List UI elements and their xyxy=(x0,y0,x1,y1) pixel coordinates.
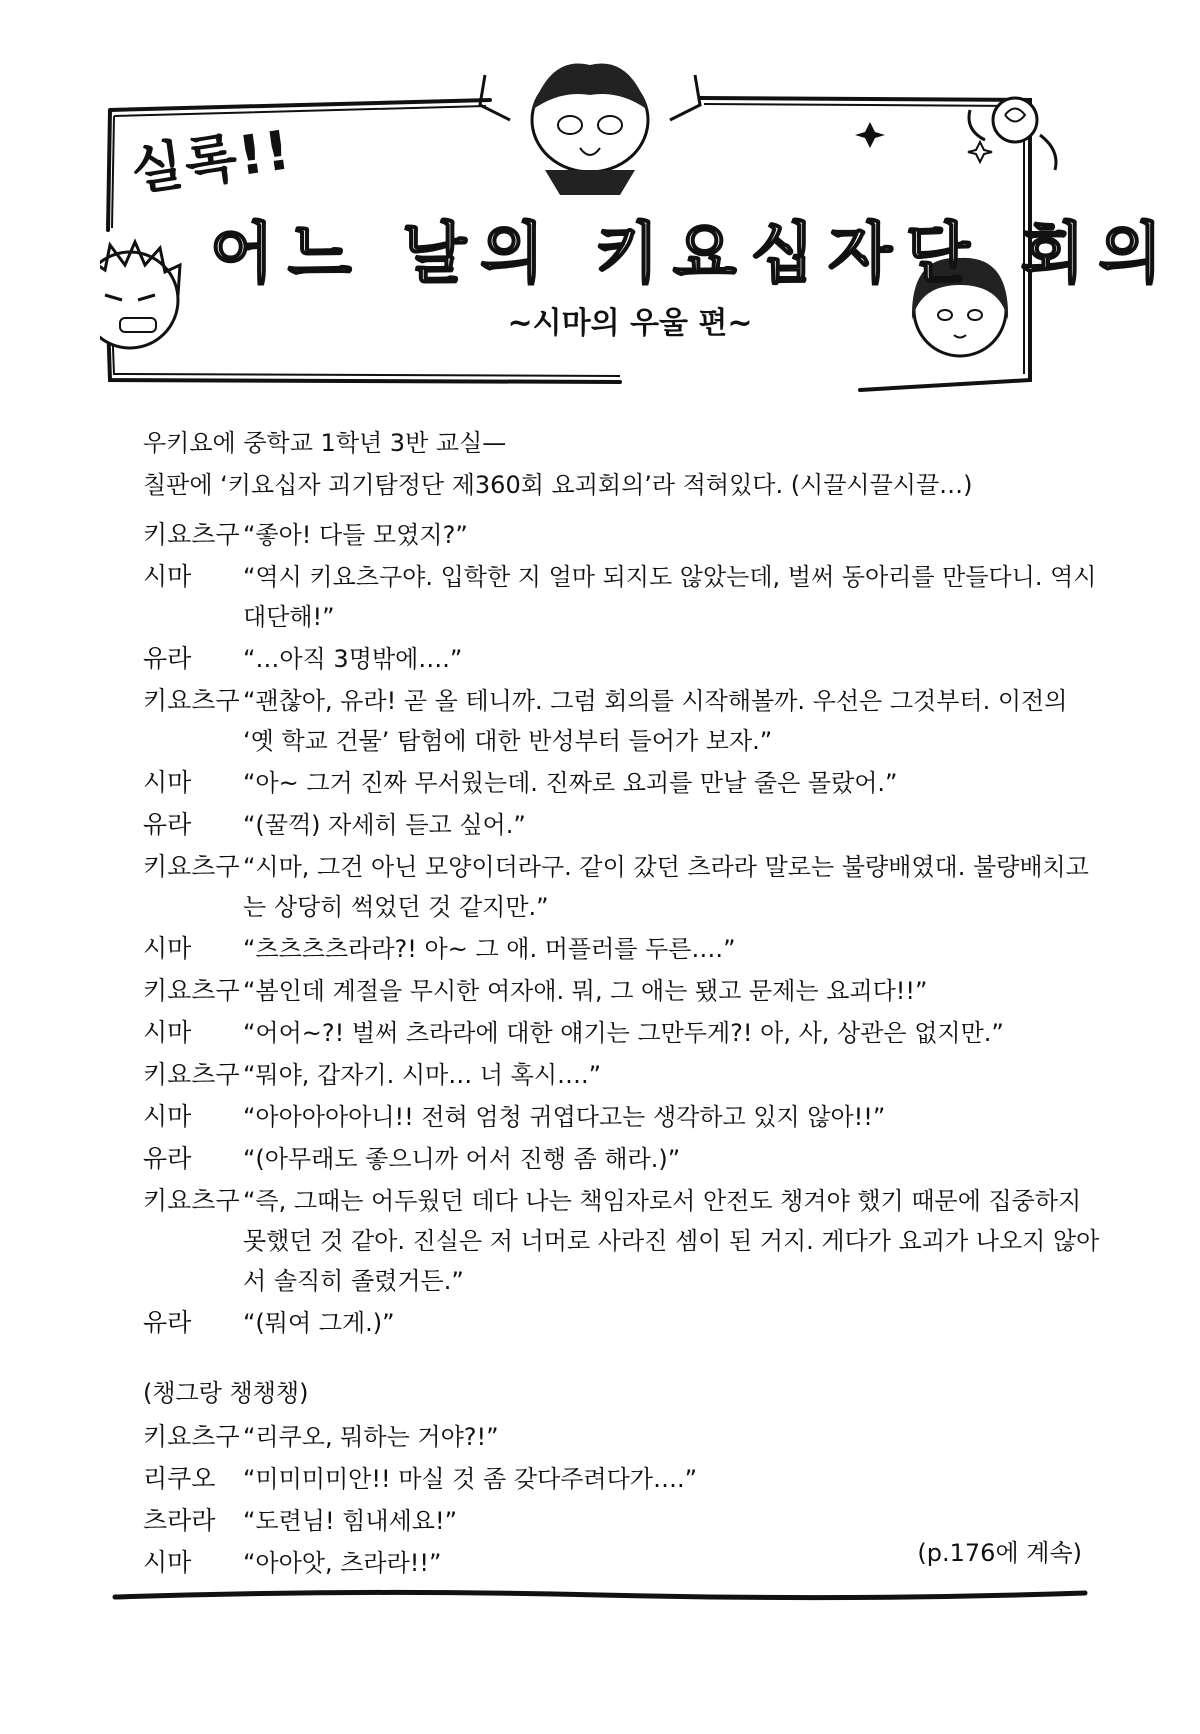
speaker-name: 시마 xyxy=(143,768,192,797)
character-left-drawing xyxy=(100,242,180,348)
dialogue-line xyxy=(143,1303,1103,1343)
dialogue-line xyxy=(143,681,1103,761)
dialogue-line xyxy=(143,847,1103,927)
dialogue-text: “아아아아아니!! 전혀 엄청 귀엽다고는 생각하고 있지 않아!!” xyxy=(243,1103,886,1131)
speaker-name: 시마 xyxy=(143,1548,192,1577)
speaker-name: 시마 xyxy=(143,934,192,963)
dialogue-line xyxy=(143,1417,1103,1457)
dialogue-line xyxy=(143,1181,1103,1301)
dialogue-text: “도련님! 힘내세요!” xyxy=(243,1507,458,1535)
speaker-name: 리쿠오 xyxy=(143,1464,216,1493)
dialogue-line xyxy=(143,515,1103,555)
dialogue-line xyxy=(143,805,1103,845)
speaker-name: 키요츠구 xyxy=(143,1422,240,1451)
dialogue-text: “즉, 그때는 어두웠던 데다 나는 책임자로서 안전도 챙겨야 했기 때문에 집중하지 못했던 것 같아. 진실은 저 너머로 사라진 셈이 된 거지. 게다가 요괴가 나오지 않아서 솔직히 졸렸거든.” xyxy=(243,1187,1100,1295)
speaker-name: 유라 xyxy=(143,644,192,673)
speaker-name: 키요츠구 xyxy=(143,520,240,549)
dialogue-text: “(아무래도 좋으니까 어서 진행 좀 해라.)” xyxy=(243,1145,681,1173)
dialogue-line xyxy=(143,557,1103,637)
intro-line: 칠판에 ‘키요십자 괴기탐정단 제360회 요괴회의’라 적혀있다. (시끌시끌시끌…) xyxy=(143,471,973,499)
speaker-name: 시마 xyxy=(143,562,192,591)
character-top-drawing xyxy=(480,63,700,195)
speaker-name: 유라 xyxy=(143,810,192,839)
dialogue-text: “(꿀꺽) 자세히 듣고 싶어.” xyxy=(243,811,526,839)
header-banner xyxy=(100,60,1177,420)
dialogue-text: “아아앗, 츠라라!!” xyxy=(243,1549,442,1577)
sound-effect-label: (챙그랑 챙챙챙) xyxy=(143,1379,309,1407)
dialogue-line xyxy=(143,1055,1103,1095)
page-subtitle: ~시마의 우울 편~ xyxy=(507,306,753,341)
dialogue-text: “츠츠츠츠라라?! 아~ 그 애. 머플러를 두른….” xyxy=(243,935,736,963)
bottom-rule xyxy=(110,1585,1090,1605)
dialogue-text: “어어~?! 벌써 츠라라에 대한 얘기는 그만두게?! 아, 사, 상관은 없지만.” xyxy=(243,1019,1004,1047)
dialogue-line xyxy=(143,929,1103,969)
sparkle-icon xyxy=(968,142,992,162)
speaker-name: 유라 xyxy=(143,1144,192,1173)
speaker-name: 시마 xyxy=(143,1018,192,1047)
dialogue-text: “아~ 그거 진짜 무서웠는데. 진짜로 요괴를 만날 줄은 몰랐어.” xyxy=(243,769,898,797)
speaker-name: 키요츠구 xyxy=(143,1060,240,1089)
dialogue-block xyxy=(143,515,1103,1585)
speaker-name: 키요츠구 xyxy=(143,852,240,881)
dialogue-line xyxy=(143,639,1103,679)
speaker-name: 키요츠구 xyxy=(143,976,240,1005)
dialogue-text: “(뭐여 그게.)” xyxy=(243,1309,395,1337)
dialogue-line xyxy=(143,763,1103,803)
dialogue-text: “괜찮아, 유라! 곧 올 테니까. 그럼 회의를 시작해볼까. 우선은 그것부터. 이전의 ‘옛 학교 건물’ 탐험에 대한 반성부터 들어가 보자.” xyxy=(243,687,1068,755)
continued-note: (p.176에 계속) xyxy=(917,1539,1082,1567)
intro-text xyxy=(143,422,1103,506)
dialogue-text: “미미미미안!! 마실 것 좀 갖다주려다가….” xyxy=(243,1465,698,1493)
speaker-name: 키요츠구 xyxy=(143,686,240,715)
stamp-label: 실록!! xyxy=(126,118,296,203)
dialogue-text: “봄인데 계절을 무시한 여자애. 뭐, 그 애는 됐고 문제는 요괴다!!” xyxy=(243,977,928,1005)
dialogue-text: “뭐야, 갑자기. 시마… 너 혹시….” xyxy=(243,1061,602,1089)
dialogue-line xyxy=(143,1013,1103,1053)
speaker-name: 시마 xyxy=(143,1102,192,1131)
intro-line: 우키요에 중학교 1학년 3반 교실— xyxy=(143,429,507,457)
dialogue-text: “리쿠오, 뭐하는 거야?!” xyxy=(243,1423,499,1451)
speaker-name: 유라 xyxy=(143,1308,192,1337)
dialogue-text: “좋아! 다들 모였지?” xyxy=(243,521,468,549)
dialogue-text: “…아직 3명밖에….” xyxy=(243,645,463,673)
sparkle-icon xyxy=(855,122,885,148)
dialogue-text: “시마, 그건 아닌 모양이더라구. 같이 갔던 츠라라 말로는 불량배였대. 불량배치고는 상당히 썩었던 것 같지만.” xyxy=(243,853,1089,921)
speaker-name: 츠라라 xyxy=(143,1506,216,1535)
dialogue-text: “역시 키요츠구야. 입학한 지 얼마 되지도 않았는데, 벌써 동아리를 만들다니. 역시 대단해!” xyxy=(243,563,1097,631)
dialogue-line xyxy=(143,1139,1103,1179)
speaker-name: 키요츠구 xyxy=(143,1186,240,1215)
dialogue-line xyxy=(143,971,1103,1011)
page-title: 어느 날의 키요십자단 회의 xyxy=(210,215,1177,292)
dialogue-line xyxy=(143,1097,1103,1137)
dialogue-line xyxy=(143,1459,1103,1499)
